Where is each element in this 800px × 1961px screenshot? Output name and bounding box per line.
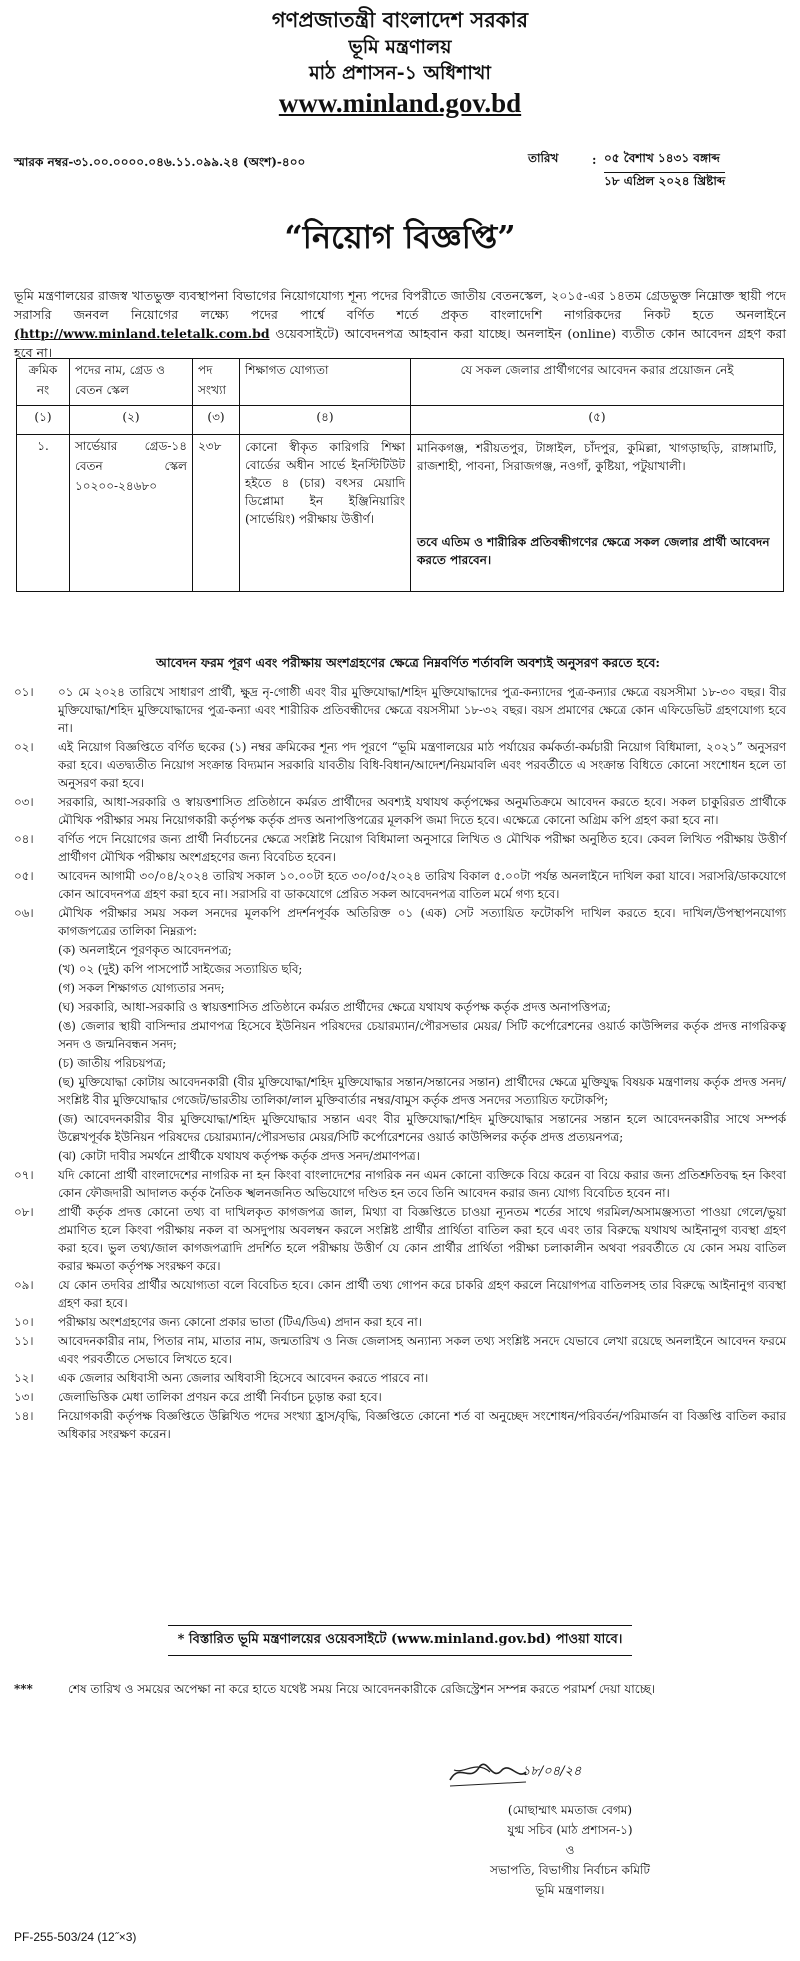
wing-name: মাঠ প্রশাসন-১ অধিশাখা: [309, 62, 491, 84]
signer-block: [400, 1800, 740, 1900]
list-item: [14, 1369, 786, 1387]
condition-text: নিয়োগকারী কর্তৃপক্ষ বিজ্ঞপ্তিতে উল্লিখিত পদের সংখ্যা হ্রাস/বৃদ্ধি, বিজ্ঞপ্তিতে কোনো শর্ত বা অনুচ্ছেদ সংশোধন/পরিবর্তন/পরিমার্জন বা বিজ্ঞপ্তি বাতিল করার অধিকার সংরক্ষণ করেন।: [58, 1409, 786, 1441]
memo-number: স্মারক নম্বর-৩১.০০.০০০০.০৪৬.১১.০৯৯.২৪ (অংশ)-৪০০: [14, 155, 306, 169]
list-item: [14, 1203, 786, 1275]
list-item: [14, 1332, 786, 1368]
condition-text: পরীক্ষায় অংশগ্রহণের জন্য কোনো প্রকার ভাতা (টিএ/ডিএ) প্রদান করা হবে না।: [58, 1315, 422, 1329]
date-bangla: ০৫ বৈশাখ ১৪৩১ বঙ্গাব্দ: [604, 151, 720, 165]
vacancy-table: [16, 358, 784, 592]
num-4: (৪): [240, 406, 411, 435]
signer-name: (মোছাম্মাৎ মমতাজ বেগম): [507, 1803, 633, 1817]
conditions-heading: আবেদন ফরম পূরণ এবং পরীক্ষায় অংশগ্রহণের ক্ষেত্রে নিম্নবর্ণিত শর্তাবলি অবশ্যই অনুসরণ করতে হবে:: [155, 655, 661, 670]
table-number-row: [17, 406, 784, 435]
list-item: [14, 738, 786, 792]
ministry-name: ভূমি মন্ত্রণালয়: [348, 36, 452, 58]
condition-number: ০৩।: [14, 795, 34, 809]
col-post: পদের নাম, গ্রেড ও বেতন স্কেল: [70, 359, 193, 406]
row-districts: মানিকগঞ্জ, শরীয়তপুর, টাঙ্গাইল, চাঁদপুর, কুমিল্লা, খাগড়াছড়ি, রাঙ্গামাটি, রাজশাহী, পাবনা, সিরাজগঞ্জ, নওগাঁ, কুষ্টিয়া, পটুয়াখালী।: [417, 441, 777, 473]
signer-and: ও: [565, 1843, 575, 1857]
condition-text: যদি কোনো প্রার্থী বাংলাদেশের নাগরিক না হন কিংবা বাংলাদেশের নাগরিক নন এমন কোনো ব্যক্তিকে বিয়ে করেন বা বিয়ে করার জন্য প্রতিশ্রুতিবদ্ধ হন কিংবা কোন ফৌজদারী আদালত কর্তৃক নৈতিক স্খলনজনিত অভিযোগে দণ্ডিত হন তবে তিনি আবেদন করার জন্য যোগ্য বিবেচিত হবেন না।: [58, 1168, 786, 1200]
print-form-number: PF-255-503/24 (12˝×3): [14, 1930, 137, 1944]
condition-number: [14, 979, 58, 997]
list-item: [14, 1388, 786, 1406]
date-label: তারিখ: [528, 151, 559, 165]
row-serial: ১.: [17, 435, 70, 592]
condition-number: ০৯।: [14, 1278, 34, 1292]
signature-date: ১৮/০৪/২৪: [522, 1764, 582, 1779]
condition-text: (ঘ) সরকারি, আধা-সরকারি ও স্বায়ত্তশাসিত প্রতিষ্ঠানে কর্মরত প্রার্থীদের ক্ষেত্রে যথাযথ কর্তৃপক্ষ কর্তৃক প্রদত্ত অনাপত্তিপত্র;: [58, 1000, 611, 1014]
col-count: পদ সংখ্যা: [193, 359, 240, 406]
list-item: [14, 1054, 786, 1072]
condition-number: ১৩।: [14, 1390, 34, 1404]
intro-text-1: ভূমি মন্ত্রণালয়ের রাজস্ব খাতভুক্ত ব্যবস্থাপনা বিভাগের নিয়োগযোগ্য শূন্য পদের বিপরীতে জাতীয় বেতনস্কেল, ২০১৫-এর ১৪তম গ্রেডভুক্ত নিম্নোক্ত স্থায়ী পদে সরাসরি জনবল নিয়োগের লক্ষ্যে পদের পার্শ্বে বর্ণিত শর্তে প্রকৃত বাংলাদেশি নাগরিকদের নিকট হতে অনলাইনে: [14, 288, 786, 322]
signer-title-2: সভাপতি, বিভাগীয় নির্বাচন কমিটি: [490, 1863, 650, 1877]
condition-number: [14, 1054, 58, 1072]
teletalk-link[interactable]: (http://www.minland.teletalk.com.bd: [14, 326, 270, 341]
list-item: [14, 1313, 786, 1331]
condition-text: (চ) জাতীয় পরিচয়পত্র;: [58, 1056, 167, 1070]
list-item: [14, 998, 786, 1016]
list-item: [14, 830, 786, 866]
website-link[interactable]: www.minland.gov.bd: [278, 88, 522, 118]
condition-text: ০১ মে ২০২৪ তারিখে সাধারণ প্রার্থী, ক্ষুদ্র নৃ-গোষ্ঠী এবং বীর মুক্তিযোদ্ধা/শহিদ মুক্তিযোদ্ধাদের পুত্র-কন্যাদের পুত্র-কন্যার ক্ষেত্রে বয়সসীমা ১৮-৩০ বছর। বীর মুক্তিযোদ্ধা/শহিদ মুক্তিযোদ্ধাদের পুত্র-কন্যা এবং শারীরিক প্রতিবন্ধীদের ক্ষেত্রে বয়সসীমা ১৮-৩২ বছর। বয়স প্রমাণের ক্ষেত্রে কোন এফিডেভিট গ্রহণযোগ্য হবে না।: [58, 685, 786, 735]
condition-text: জেলাভিত্তিক মেধা তালিকা প্রণয়ন করে প্রার্থী নির্বাচন চূড়ান্ত করা হবে।: [58, 1390, 382, 1404]
intro-text-2: ওয়েবসাইটে) আবেদনপত্র আহবান করা যাচ্ছে। অনলাইন (online) ব্যতীত কোন আবেদন গ্রহণ করা হবে না।: [14, 326, 786, 360]
row-note: তবে এতিম ও শারীরিক প্রতিবন্ধীগণের ক্ষেত্রে সকল জেলার প্রার্থী আবেদন করতে পারবেন।: [417, 535, 770, 567]
stars-text: শেষ তারিখ ও সময়ের অপেক্ষা না করে হাতে যথেষ্ট সময় নিয়ে আবেদনকারীকে রেজিস্ট্রেশন সম্পন্ন করতে পরামর্শ দেয়া যাচ্ছে।: [68, 1682, 656, 1696]
condition-number: ১০।: [14, 1315, 34, 1329]
letterhead: [0, 6, 800, 120]
condition-text: বর্ণিত পদে নিয়োগের জন্য প্রার্থী নির্বাচনের ক্ষেত্রে সংশ্লিষ্ট নিয়োগ বিধিমালা অনুসারে লিখিত ও মৌখিক পরীক্ষা অনুষ্ঠিত হবে। কেবল লিখিত পরীক্ষায় উত্তীর্ণ প্রার্থীগণ মৌখিক পরীক্ষায় অংশগ্রহণের জন্য বিবেচিত হবেন।: [58, 832, 786, 864]
condition-number: ১১।: [14, 1334, 34, 1348]
date-english: ১৮ এপ্রিল ২০২৪ খ্রিষ্টাব্দ: [604, 172, 725, 193]
condition-number: ০৫।: [14, 869, 34, 883]
condition-number: ০৬।: [14, 906, 34, 920]
list-item: [14, 941, 786, 959]
table-row: [17, 435, 784, 592]
list-item: [14, 793, 786, 829]
condition-number: [14, 1073, 58, 1109]
condition-text: প্রার্থী কর্তৃক প্রদত্ত কোনো তথ্য বা দাখিলকৃত কাগজপত্র জাল, মিথ্যা বা বিজ্ঞপ্তিতে চাওয়া ন্যূনতম শর্তের সাথে গরমিল/অসামঞ্জস্যতা পাওয়া গেলে/ভুয়া প্রমাণিত হলে কিংবা পরীক্ষায় নকল বা অসদুপায় অবলম্বন করলে সংশ্লিষ্ট প্রার্থীর প্রার্থিতা বাতিল করা হবে এবং তার বিরুদ্ধে যথাযথ আইনানুগ ব্যবস্থা গ্রহণ করা হবে। ভুল তথ্য/জাল কাগজপত্রাদি প্রদর্শিত হলে পরীক্ষায় উত্তীর্ণ যে কোন প্রার্থীর প্রার্থিতা পরীক্ষা চলাকালীন অথবা পরবর্তীতে যে কোন সময় বাতিল করার ক্ষমতা কর্তৃপক্ষ সংরক্ষণ করে।: [58, 1205, 786, 1273]
condition-number: [14, 941, 58, 959]
list-item: [14, 1073, 786, 1109]
condition-text: (ঙ) জেলার স্থায়ী বাসিন্দার প্রমাণপত্র হিসেবে ইউনিয়ন পরিষদের চেয়ারম্যান/পৌরসভার মেয়র/ সিটি কর্পোরেশনের ওয়ার্ড কাউন্সিলর কর্তৃক প্রদত্ত নাগরিকত্ব সনদ ও জন্মনিবন্ধন সনদ;: [58, 1019, 786, 1051]
condition-number: ১৪।: [14, 1409, 34, 1423]
list-item: [14, 1166, 786, 1202]
row-qualification: কোনো স্বীকৃত কারিগরি শিক্ষা বোর্ডের অধীন সার্ভে ইনস্টিটিউট হইতে ৪ (চার) বৎসর মেয়াদি ডিপ্লোমা ইন ইঞ্জিনিয়ারিং (সার্ভেয়িং) পরীক্ষায় উত্তীর্ণ।: [240, 435, 411, 592]
condition-text: এই নিয়োগ বিজ্ঞপ্তিতে বর্ণিত ছকের (১) নম্বর ক্রমিকের শূন্য পদ পূরণে “ভূমি মন্ত্রণালয়ের মাঠ পর্যায়ের কর্মকর্তা-কর্মচারী নিয়োগ বিধিমালা, ২০২১” অনুসরণ করা হবে। এতদ্ব্যতীত নিয়োগ সংক্রান্ত বিদ্যমান সরকারি যাবতীয় বিধি-বিধান/আদেশ/নিয়মাবলি এবং পরবর্তীতে এ সংক্রান্ত বিধিতে কোনো সংশোধন হলে তা অনুসরণ করা হবে।: [58, 740, 786, 790]
num-3: (৩): [193, 406, 240, 435]
condition-text: যে কোন তদবির প্রার্থীর অযোগ্যতা বলে বিবেচিত হবে। কোন প্রার্থী তথ্য গোপন করে চাকরি গ্রহণ করলে নিয়োগপত্র বাতিলসহ তার বিরুদ্ধে আইনানুগ ব্যবস্থা গ্রহণ করা হবে।: [58, 1278, 786, 1310]
condition-number: [14, 1147, 58, 1165]
list-item: [14, 1407, 786, 1443]
condition-number: [14, 1017, 58, 1053]
footnote-text: * বিস্তারিত ভূমি মন্ত্রণালয়ের ওয়েবসাইটে (www.minland.gov.bd) পাওয়া যাবে।: [168, 1625, 633, 1656]
condition-text: আবেদন আগামী ৩০/০৪/২০২৪ তারিখ সকাল ১০.০০টা হতে ৩০/০৫/২০২৪ তারিখ বিকাল ৫.০০টা পর্যন্ত অনলাইনে দাখিল করা যাবে। সরাসরি/ডাকযোগে কোন আবেদনপত্র গ্রহণ করা হবে না। সরাসরি বা ডাকযোগে প্রেরিত সকল আবেদনপত্র বাতিল মর্মে গণ্য হবে।: [58, 869, 786, 901]
num-2: (২): [70, 406, 193, 435]
footnote: [14, 1625, 786, 1656]
list-item: [14, 683, 786, 737]
condition-number: [14, 960, 58, 978]
list-item: [14, 960, 786, 978]
row-districts-cell: [411, 435, 784, 592]
conditions-list: [14, 683, 786, 1444]
govt-name: গণপ্রজাতন্ত্রী বাংলাদেশ সরকার: [271, 7, 529, 32]
registration-advice: [14, 1680, 786, 1698]
num-5: (৫): [411, 406, 784, 435]
condition-number: ০১।: [14, 685, 34, 699]
row-count: ২৩৮: [193, 435, 240, 592]
col-qualification: শিক্ষাগত যোগ্যতা: [240, 359, 411, 406]
date-block: [528, 149, 725, 193]
notice-title: “নিয়োগ বিজ্ঞপ্তি”: [284, 218, 516, 256]
list-item: [14, 1276, 786, 1312]
signer-title-1: যুগ্ম সচিব (মাঠ প্রশাসন-১): [507, 1823, 633, 1837]
intro-paragraph: [14, 286, 786, 362]
condition-text: (ক) অনলাইনে পূরণকৃত আবেদনপত্র;: [58, 943, 232, 957]
table-header-row: [17, 359, 784, 406]
list-item: [14, 867, 786, 903]
condition-number: ০৪।: [14, 832, 34, 846]
condition-text: মৌখিক পরীক্ষার সময় সকল সনদের মূলকপি প্রদর্শনপূর্বক অতিরিক্ত ০১ (এক) সেট সত্যায়িত ফটোকপি দাখিল করতে হবে। দাখিল/উপস্থাপনযোগ্য কাগজপত্রের তালিকা নিম্নরূপ:: [58, 906, 786, 938]
condition-text: সরকারি, আধা-সরকারি ও স্বায়ত্তশাসিত প্রতিষ্ঠানে কর্মরত প্রার্থীদের অবশ্যই যথাযথ কর্তৃপক্ষের অনুমতিক্রমে আবেদন করতে হবে। সকল চাকুরিরত প্রার্থীকে মৌখিক পরীক্ষার সময় নিয়োগকারী কর্তৃপক্ষ কর্তৃক প্রদত্ত অনাপত্তিপত্রের মূলকপি জমা দিতে হবে। এক্ষেত্রে কোনো অগ্রিম কপি গ্রহণ করা হবে না।: [58, 795, 786, 827]
condition-text: আবেদনকারীর নাম, পিতার নাম, মাতার নাম, জন্মতারিখ ও নিজ জেলাসহ অন্যান্য সকল তথ্য সংশ্লিষ্ট সনদে যেভাবে লেখা রয়েছে অনলাইনে আবেদন ফরমে এবং পরবর্তীতে সেভাবে লিখতে হবে।: [58, 1334, 786, 1366]
condition-number: ০২।: [14, 740, 34, 754]
list-item: [14, 1110, 786, 1146]
col-districts: যে সকল জেলার প্রার্থীগণের আবেদন করার প্রয়োজন নেই: [411, 359, 784, 406]
condition-number: ০৭।: [14, 1168, 34, 1182]
condition-text: (খ) ০২ (দুই) কপি পাসপোর্ট সাইজের সত্যায়িত ছবি;: [58, 962, 303, 976]
num-1: (১): [17, 406, 70, 435]
col-serial: ক্রমিক নং: [17, 359, 70, 406]
condition-number: [14, 998, 58, 1016]
date-colon: :: [592, 153, 597, 167]
list-item: [14, 904, 786, 940]
row-post: সার্ভেয়ার গ্রেড-১৪ বেতন স্কেল ১০২০০-২৪৬৮০: [70, 435, 193, 592]
condition-number: ০৮।: [14, 1205, 34, 1219]
stars-mark: ***: [14, 1682, 33, 1696]
condition-number: ১২।: [14, 1371, 34, 1385]
condition-text: এক জেলার অধিবাসী অন্য জেলার অধিবাসী হিসেবে আবেদন করতে পারবে না।: [58, 1371, 429, 1385]
condition-text: (ঝ) কোটা দাবীর সমর্থনে প্রার্থীকে যথাযথ কর্তৃপক্ষ কর্তৃক প্রদত্ত সনদ/প্রমাণপত্র।: [58, 1149, 420, 1163]
condition-text: (গ) সকল শিক্ষাগত যোগ্যতার সনদ;: [58, 981, 225, 995]
list-item: [14, 1017, 786, 1053]
condition-number: [14, 1110, 58, 1146]
list-item: [14, 1147, 786, 1165]
condition-text: (ছ) মুক্তিযোদ্ধা কোটায় আবেদনকারী (বীর মুক্তিযোদ্ধা/শহিদ মুক্তিযোদ্ধার সন্তান/সন্তানের সন্তান) প্রার্থীদের ক্ষেত্রে মুক্তিযুদ্ধ বিষয়ক মন্ত্রণালয় কর্তৃক প্রদত্ত সনদ/সংশ্লিষ্ট বীর মুক্তিযোদ্ধার গেজেট/ভারতীয় তালিকা/লাল মুক্তিবার্তার নম্বর/বামুস কর্তৃক প্রদত্ত সনদের সত্যায়িত ফটোকপি;: [58, 1075, 786, 1107]
signer-title-3: ভূমি মন্ত্রণালয়।: [535, 1883, 605, 1897]
condition-text: (জ) আবেদনকারীর বীর মুক্তিযোদ্ধা/শহিদ মুক্তিযোদ্ধার সন্তান এবং বীর মুক্তিযোদ্ধা/শহিদ মুক্তিযোদ্ধার সন্তানের সন্তান হলে আবেদনকারীর সাথে সম্পর্ক উল্লেখপূর্বক ইউনিয়ন পরিষদের চেয়ারম্যান/পৌরসভার মেয়র/সিটি কর্পোরেশনের ওয়ার্ড কাউন্সিলর কর্তৃক প্রদত্ত প্রত্যয়নপত্র;: [58, 1112, 786, 1144]
list-item: [14, 979, 786, 997]
